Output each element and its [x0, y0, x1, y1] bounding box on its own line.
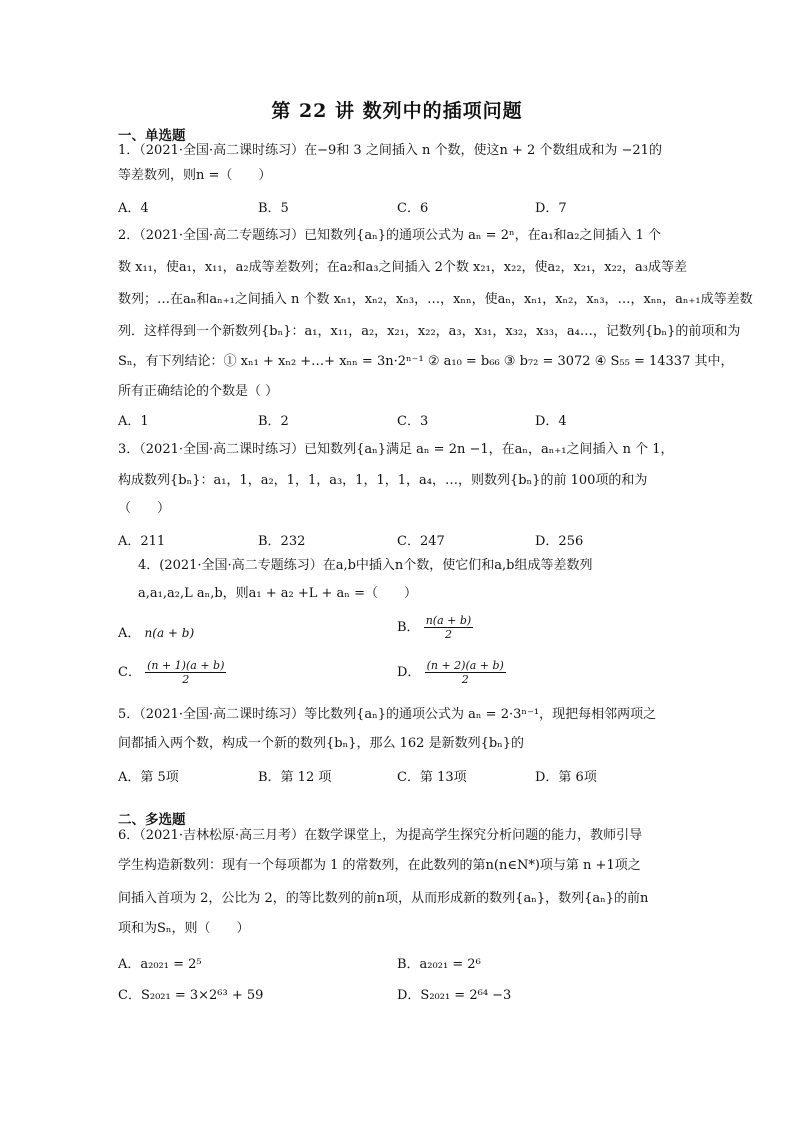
- q4-option-d-label: D．: [397, 665, 421, 680]
- q4-option-c-fraction: [145, 659, 226, 686]
- q6-line-2: 学生构造新数列：现有一个每项都为 1 的常数列，在此数列的第n(n∈N*)项与第 n +1项之: [118, 858, 641, 873]
- q2-line-6: 所有正确结论的个数是（ ）: [118, 384, 279, 399]
- q1-option-b: B．5: [258, 201, 289, 216]
- q6-line-1: 6．（2021·吉林松原·高三月考）在数学课堂上，为提高学生探究分析问题的能力，教师引导: [118, 828, 643, 843]
- q6-line-3: 间插入首项为 2，公比为 2，的等比数列的前n项，从而形成新的数列{aₙ}，数列{aₙ}的前n: [118, 891, 649, 906]
- q3-line-3: （ ）: [118, 501, 171, 516]
- q1-option-d: D．7: [535, 201, 567, 216]
- q3-line-2: 构成数列{bₙ}：a₁，1，a₂，1，1，a₃，1，1，1，a₄，…，则数列{bₙ}的前 100项的和为: [118, 473, 648, 488]
- section-single-choice: 一、单选题: [118, 128, 186, 144]
- q4-option-a-label: A．: [118, 626, 141, 641]
- page-title: 第 22 讲 数列中的插项问题: [271, 100, 523, 122]
- q4-line-1: 4．(2021·全国·高二专题练习）在a,b中插入n个数，使它们和a,b组成等差数列: [138, 558, 593, 573]
- q4-option-d-fraction: [425, 659, 506, 686]
- q6-option-c: C．S₂₀₂₁ = 3×2⁶³ + 59: [118, 988, 264, 1003]
- q2-line-2: 数 x₁₁，使a₁，x₁₁，a₂成等差数列；在a₂和a₃之间插入 2个数 x₂₁，x₂₂，使a₂，x₂₁，x₂₂，a₃成等差: [118, 260, 687, 275]
- q5-line-1: 5．（2021·全国·高二课时练习）等比数列{aₙ}的通项公式为 aₙ = 2·3ⁿ⁻¹，现把每相邻两项之: [118, 707, 657, 722]
- q4-option-d-numerator: (n + 2)(a + b): [426, 659, 504, 672]
- q4-option-b-label: B．: [397, 620, 420, 635]
- q4-line-2: a,a₁,a₂,L aₙ,b，则a₁ + a₂ +L + aₙ =（ ）: [138, 586, 417, 601]
- q5-option-a: A．第 5项: [118, 770, 179, 785]
- q2-option-d: D．4: [535, 414, 567, 429]
- q6-option-d: D．S₂₀₂₁ = 2⁶⁴ −3: [397, 988, 512, 1003]
- q2-line-4: 列．这样得到一个新数列{bₙ}：a₁，x₁₁，a₂，x₂₁，x₂₂，a₃，x₃₁，x₃₂，x₃₃，a₄…，记数列{bₙ}的前项和为: [118, 324, 741, 339]
- q3-option-b: B．232: [258, 534, 306, 549]
- q1-line-2: 等差数列，则n =（ ）: [118, 168, 272, 183]
- q4-option-a-expr: n(a + b): [144, 626, 195, 640]
- q3-option-a: A．211: [118, 534, 166, 549]
- q4-option-d-denominator: 2: [461, 673, 469, 686]
- q5-line-2: 间都插入两个数，构成一个新的数列{bₙ}，那么 162 是新数列{bₙ}的: [118, 736, 525, 751]
- q4-option-b-fraction: [424, 614, 473, 641]
- q2-option-c: C．3: [397, 414, 429, 429]
- q2-option-b: B．2: [258, 414, 289, 429]
- q6-option-a: A．a₂₀₂₁ = 2⁵: [118, 957, 202, 972]
- q4-option-b: [397, 614, 473, 641]
- q2-line-3: 数列；…在aₙ和aₙ₊₁之间插入 n 个数 xₙ₁，xₙ₂，xₙ₃，…，xₙₙ，使aₙ，xₙ₁，xₙ₂，xₙ₃，…，xₙₙ，aₙ₊₁成等差数: [118, 292, 753, 307]
- section-multi-choice: 二、多选题: [118, 812, 186, 828]
- q3-option-d: D．256: [535, 534, 584, 549]
- q4-option-a: [118, 622, 194, 641]
- q4-option-c-numerator: (n + 1)(a + b): [147, 659, 225, 672]
- q6-line-4: 项和为Sₙ，则（ ）: [118, 921, 250, 936]
- q4-option-c-denominator: 2: [182, 673, 190, 686]
- q1-line-1: 1．（2021·全国·高二课时练习）在−9和 3 之间插入 n 个数，使这n + 2 个数组成和为 −21的: [118, 143, 662, 158]
- q3-line-1: 3．（2021·全国·高二课时练习）已知数列{aₙ}满足 aₙ = 2n −1，在aₙ，aₙ₊₁之间插入 n 个 1，: [118, 442, 674, 457]
- q4-option-c-label: C．: [118, 665, 141, 680]
- q3-option-c: C．247: [397, 534, 445, 549]
- q4-option-c: [118, 659, 226, 686]
- q4-option-d: [397, 659, 506, 686]
- q4-option-b-numerator: n(a + b): [425, 614, 472, 627]
- q6-option-b: B．a₂₀₂₁ = 2⁶: [397, 957, 481, 972]
- q2-option-a: A．1: [118, 414, 149, 429]
- q1-option-c: C．6: [397, 201, 429, 216]
- q5-option-c: C．第 13项: [397, 770, 467, 785]
- q2-line-5: Sₙ，有下列结论：① xₙ₁ + xₙ₂ +…+ xₙₙ = 3n·2ⁿ⁻¹ ② a₁₀ = b₆₆ ③ b₇₂ = 3072 ④ S₅₅ = 14337 其中，: [118, 354, 734, 369]
- q1-option-a: A．4: [118, 201, 149, 216]
- q5-option-d: D．第 6项: [535, 770, 597, 785]
- q5-option-b: B．第 12 项: [258, 770, 332, 785]
- q4-option-b-denominator: 2: [444, 628, 452, 641]
- q2-line-1: 2．（2021·全国·高二专题练习）已知数列{aₙ}的通项公式为 aₙ = 2ⁿ，在a₁和a₂之间插入 1 个: [118, 228, 662, 243]
